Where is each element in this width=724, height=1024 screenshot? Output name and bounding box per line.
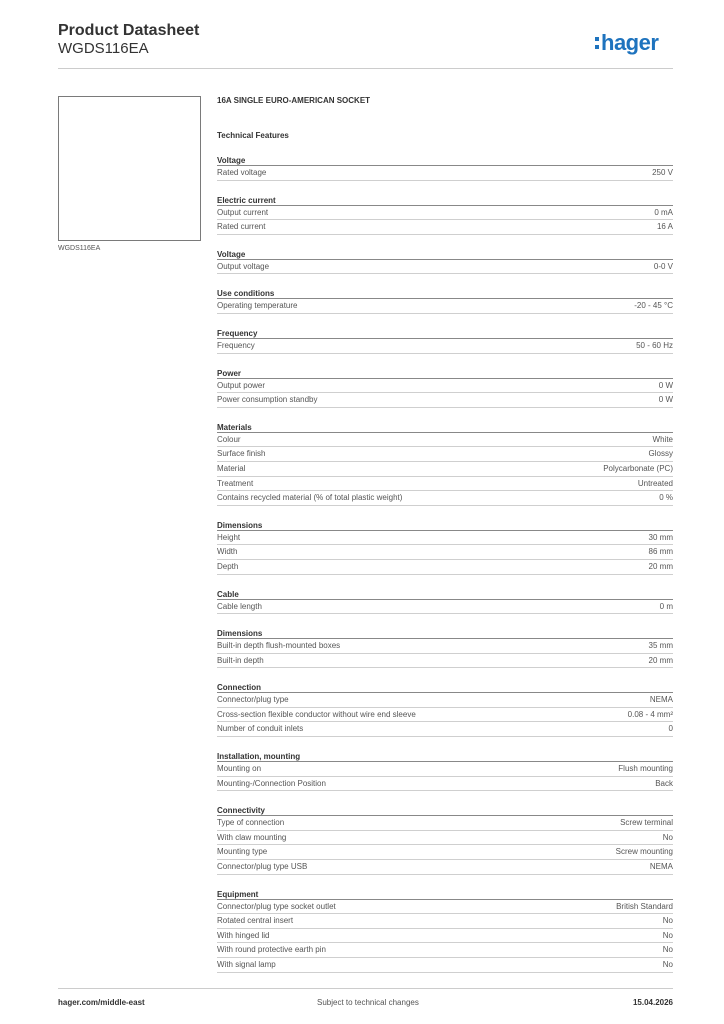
feature-row [217,654,673,669]
feature-value: Untreated [637,478,673,488]
feature-label: Width [217,547,238,557]
feature-value: No [662,930,673,940]
feature-label: Rated voltage [217,168,267,177]
feature-row [217,693,673,708]
feature-row [217,260,673,275]
feature-group-title: Power [217,368,673,379]
feature-row [217,845,673,860]
feature-value: 250 V [652,168,673,177]
feature-label: Output voltage [217,261,270,271]
feature-label: With signal lamp [217,960,276,969]
feature-group [217,805,673,874]
feature-row [217,491,673,506]
feature-label: Height [217,532,241,542]
feature-row [217,462,673,477]
feature-row [217,220,673,235]
feature-group-title: Materials [217,422,673,433]
feature-label: Connector/plug type USB [217,862,308,872]
feature-label: Depth [217,561,239,571]
feature-group [217,589,673,615]
feature-value: NEMA [649,862,673,872]
feature-group-title: Connection [217,682,673,693]
product-image-caption: WGDS116EA [58,245,101,252]
feature-group-title: Voltage [217,249,673,260]
product-name: 16A SINGLE EURO-AMERICAN SOCKET [217,96,371,105]
feature-group-title: Equipment [217,889,673,900]
feature-row [217,560,673,575]
feature-value: 0 mA [654,207,673,217]
feature-row [217,860,673,875]
footer-website[interactable]: hager.com/middle-east [58,998,145,1007]
feature-group [217,155,673,181]
feature-row [217,299,673,314]
technical-features-section [217,95,673,973]
feature-value: 35 mm [648,641,673,651]
feature-row [217,929,673,944]
feature-row [217,339,673,354]
feature-groups [217,155,673,973]
feature-group [217,751,673,791]
feature-group [217,249,673,275]
feature-row [217,639,673,654]
feature-row [217,831,673,846]
feature-value: NEMA [649,695,673,705]
feature-group-title: Electric current [217,195,673,206]
feature-value: 0 % [659,493,673,503]
footer-notice: Subject to technical changes [317,998,419,1007]
feature-value: 0 W [658,395,673,405]
feature-group-title: Use conditions [217,288,673,299]
feature-value: No [662,960,673,969]
feature-label: Contains recycled material (% of total plastic weight) [217,493,403,503]
feature-value: No [662,832,673,842]
feature-group [217,368,673,408]
feature-group-title: Cable [217,589,673,600]
feature-label: Mounting type [217,847,268,857]
feature-row [217,958,673,973]
feature-group [217,682,673,737]
feature-label: Mounting on [217,764,262,774]
feature-group [217,889,673,973]
feature-group [217,628,673,668]
feature-group [217,288,673,314]
feature-label: Material [217,463,246,473]
feature-value: 20 mm [648,655,673,665]
feature-label: Frequency [217,340,255,350]
feature-label: Output power [217,380,266,390]
feature-label: With round protective earth pin [217,945,326,955]
feature-row [217,447,673,462]
feature-row [217,166,673,181]
feature-value: No [662,945,673,955]
feature-row [217,545,673,560]
feature-label: Connector/plug type socket outlet [217,901,336,911]
product-image [58,96,201,241]
footer-date: 15.04.2026 [632,998,673,1007]
feature-group-title: Voltage [217,155,673,166]
logo-dot-top [595,37,599,41]
feature-value: Screw terminal [620,818,673,828]
feature-row [217,943,673,958]
feature-group [217,422,673,506]
feature-row [217,816,673,831]
feature-label: Colour [217,434,241,444]
feature-group [217,195,673,235]
feature-row [217,531,673,546]
feature-value: British Standard [616,901,673,911]
feature-row [217,777,673,792]
feature-group-title: Installation, mounting [217,751,673,762]
feature-label: Output current [217,207,269,217]
feature-row [217,900,673,915]
feature-label: Rotated central insert [217,916,294,926]
technical-features-heading: Technical Features [217,131,289,140]
page-title: Product Datasheet [58,22,200,39]
feature-row [217,433,673,448]
feature-label: Treatment [217,478,254,488]
feature-value: Screw mounting [615,847,673,857]
product-code: WGDS116EA [58,40,149,57]
feature-row [217,477,673,492]
feature-label: With hinged lid [217,930,270,940]
feature-value: 20 mm [648,561,673,571]
feature-label: With claw mounting [217,832,287,842]
logo-dot-bottom [595,45,599,49]
feature-label: Power consumption standby [217,395,318,405]
feature-row [217,206,673,221]
feature-value: No [662,916,673,926]
feature-value: -20 - 45 °C [634,301,673,311]
feature-group [217,328,673,354]
feature-group-title: Dimensions [217,628,673,639]
feature-row [217,762,673,777]
feature-value: Glossy [648,449,673,459]
feature-value: Back [655,778,673,788]
feature-value: 30 mm [648,532,673,542]
feature-row [217,600,673,615]
feature-value: 0 m [659,601,673,611]
feature-label: Type of connection [217,818,285,828]
header-divider [58,68,673,69]
feature-value: 0.08 - 4 mm² [627,709,673,719]
logo-wordmark: hager [601,30,659,55]
feature-value: 50 - 60 Hz [636,340,673,350]
feature-value: 16 A [656,222,673,232]
feature-label: Built-in depth [217,655,264,665]
feature-group-title: Connectivity [217,805,673,816]
feature-label: Rated current [217,222,266,232]
feature-value: 0 W [658,380,673,390]
feature-row [217,379,673,394]
feature-value: 0 [668,724,673,734]
feature-value: Flush mounting [618,764,673,774]
feature-row [217,722,673,737]
feature-row [217,914,673,929]
feature-row [217,393,673,408]
feature-label: Connector/plug type [217,695,289,705]
feature-label: Operating temperature [217,301,298,311]
feature-value: White [652,434,673,444]
feature-row [217,708,673,723]
feature-label: Number of conduit inlets [217,724,304,734]
feature-label: Mounting-/Connection Position [217,778,326,788]
feature-group-title: Frequency [217,328,673,339]
feature-value: 0-0 V [653,261,673,271]
feature-value: Polycarbonate (PC) [603,463,673,473]
feature-label: Surface finish [217,449,266,459]
feature-group-title: Dimensions [217,520,673,531]
feature-label: Built-in depth flush-mounted boxes [217,641,341,651]
feature-label: Cross-section flexible conductor without wire end sleeve [217,709,416,719]
hager-logo [594,28,676,56]
feature-value: 86 mm [648,547,673,557]
feature-group [217,520,673,575]
footer-divider [58,988,673,989]
feature-label: Cable length [217,601,262,611]
